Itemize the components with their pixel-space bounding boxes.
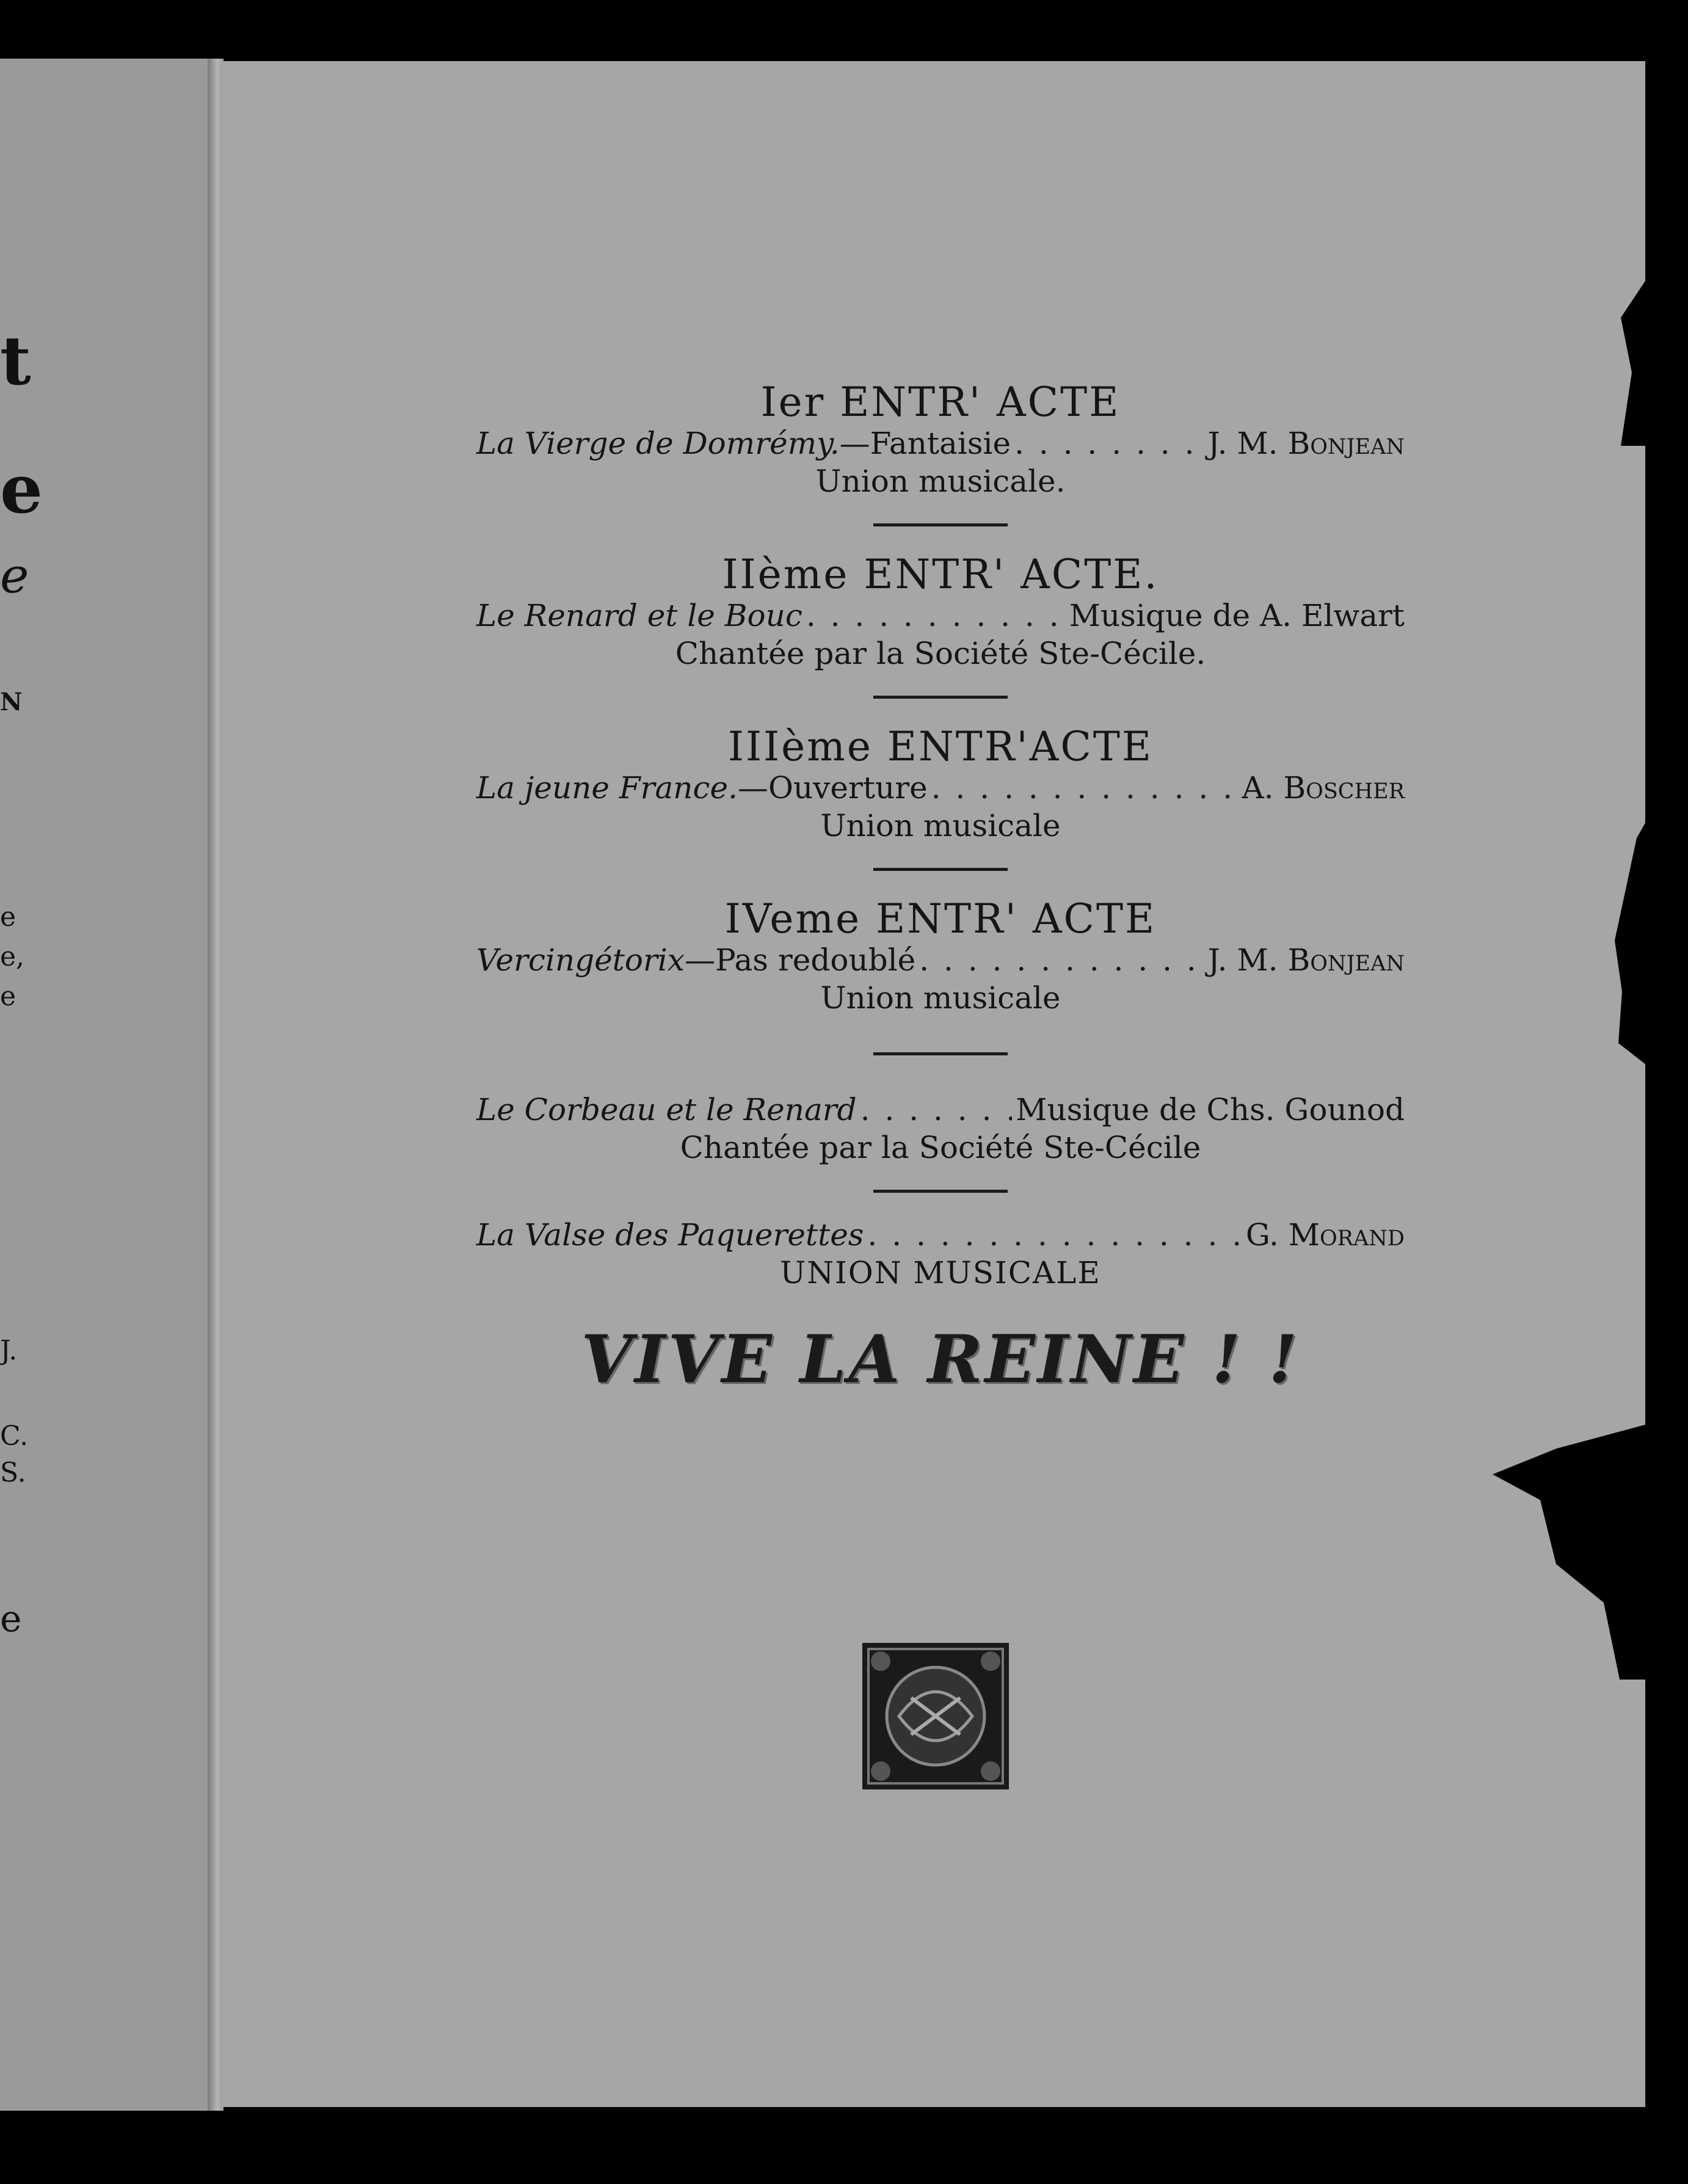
torn-edge — [1621, 263, 1657, 446]
torn-edge — [1493, 1423, 1651, 1680]
piece-title: Le Renard et le Bouc — [476, 598, 802, 633]
performer: Union musicale. — [815, 464, 1066, 499]
performer: Chantée par la Société Ste-Cécile — [680, 1130, 1201, 1165]
performer: Union musicale — [820, 808, 1061, 843]
left-fragment: t — [0, 321, 31, 400]
program-entry — [476, 426, 1405, 461]
piece-subtitle: —Fantaisie — [839, 426, 1011, 461]
program-entry — [476, 1092, 1405, 1127]
floral-monogram-ornament-icon — [862, 1643, 1009, 1789]
program-entry — [476, 770, 1405, 806]
left-fragment: e — [0, 450, 43, 528]
left-fragment: C. — [0, 1421, 29, 1452]
piece-subtitle: —Ouverture — [737, 770, 928, 806]
program-section — [476, 723, 1405, 871]
piece-title: Vercingétorix — [476, 942, 685, 978]
piece-title: La jeune France. — [476, 770, 738, 806]
piece-title: Le Corbeau et le Renard — [476, 1092, 857, 1127]
divider — [873, 1190, 1008, 1193]
left-fragment: S. — [0, 1457, 26, 1488]
performer: Union musicale — [820, 980, 1061, 1016]
section-heading: IIIème ENTR'ACTE — [727, 723, 1154, 770]
program-listing — [476, 379, 1405, 1398]
section-heading: IIème ENTR' ACTE. — [722, 551, 1159, 598]
left-fragment: N — [0, 688, 23, 716]
piece-title: La Valse des Paquerettes — [476, 1217, 864, 1253]
composer: Musique de A. Elwart — [1069, 598, 1405, 633]
divider — [873, 696, 1008, 699]
program-section — [476, 1217, 1405, 1290]
piece-title: La Vierge de Domrémy. — [476, 426, 840, 461]
program-section — [476, 379, 1405, 526]
program-entry — [476, 942, 1405, 978]
divider — [873, 868, 1008, 871]
left-fragment: e — [0, 981, 16, 1012]
leader-dots — [867, 1217, 1242, 1253]
left-fragment: e — [0, 901, 16, 933]
torn-edge — [1615, 812, 1651, 1069]
program-section — [476, 895, 1405, 1055]
leader-dots — [806, 598, 1066, 633]
section-heading: IVeme ENTR' ACTE — [724, 895, 1157, 942]
program-entry — [476, 1217, 1405, 1253]
composer: J. M. Bonjean — [1207, 942, 1405, 978]
left-fragment: e — [0, 1598, 22, 1640]
finale-banner: VIVE LA REINE ! ! — [581, 1321, 1300, 1398]
composer: A. Boscher — [1242, 770, 1405, 806]
section-heading: Ier ENTR' ACTE — [760, 379, 1121, 426]
composer: J. M. Bonjean — [1207, 426, 1405, 461]
program-section — [476, 1092, 1405, 1193]
divider — [873, 1052, 1008, 1055]
performer: UNION MUSICALE — [780, 1255, 1101, 1290]
divider — [873, 523, 1008, 526]
leader-dots — [1014, 426, 1204, 461]
leader-dots — [931, 770, 1239, 806]
leader-dots — [919, 942, 1204, 978]
left-fragment: J. — [0, 1335, 18, 1366]
program-entry — [476, 598, 1405, 633]
left-fragment: e — [0, 547, 29, 604]
left-page-fragment — [0, 59, 215, 2111]
composer: Musique de Chs. Gounod — [1016, 1092, 1405, 1127]
program-section — [476, 551, 1405, 699]
left-fragment: e, — [0, 941, 25, 972]
piece-subtitle: —Pas redoublé — [685, 942, 916, 978]
performer: Chantée par la Société Ste-Cécile. — [675, 636, 1206, 671]
leader-dots — [860, 1092, 1013, 1127]
composer: G. Morand — [1245, 1217, 1405, 1253]
page-fold — [208, 59, 224, 2111]
